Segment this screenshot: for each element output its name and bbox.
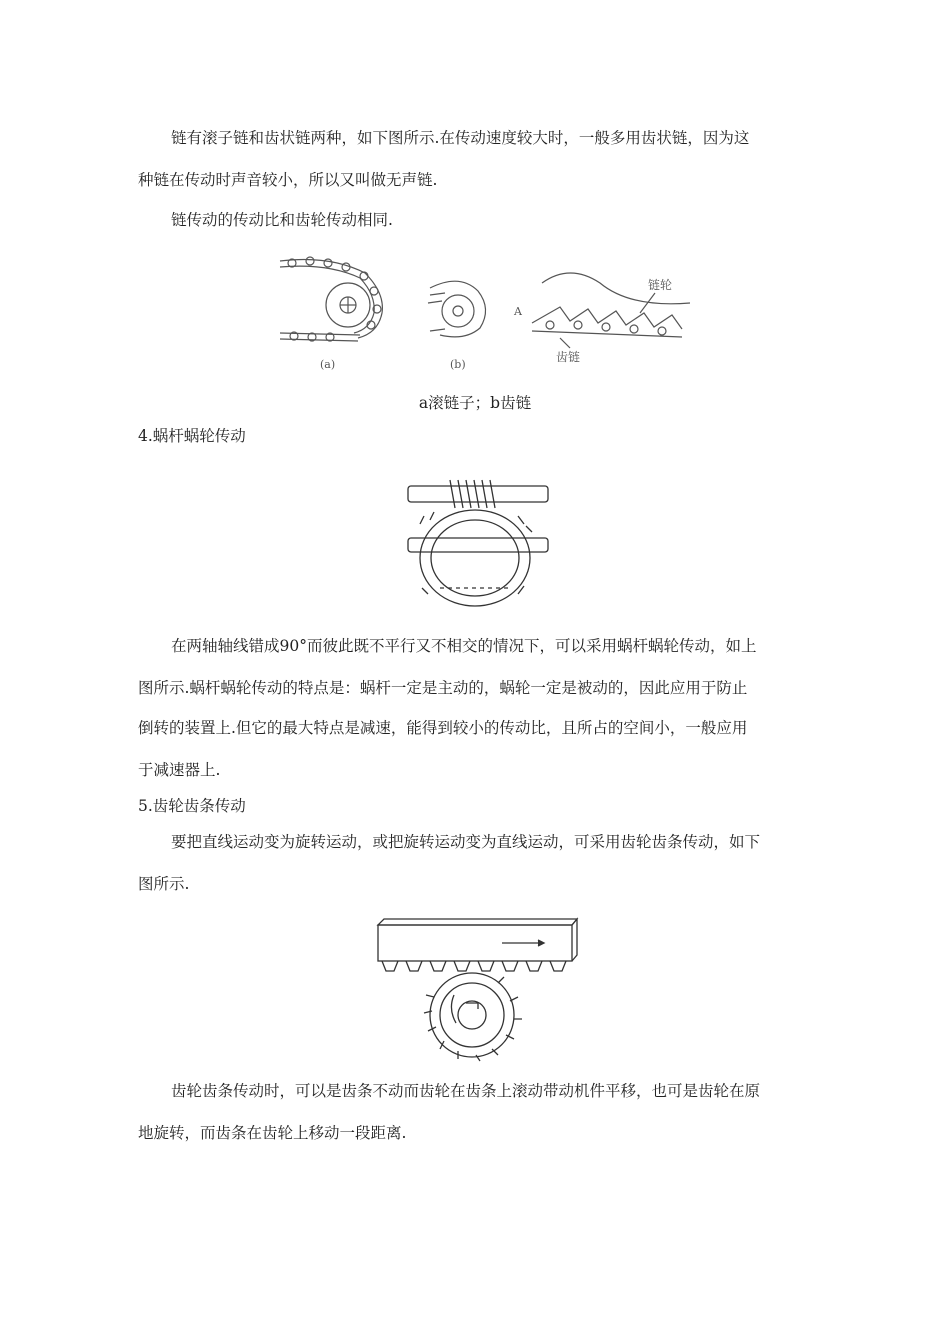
paragraph-3-line-1: 在两轴轴线错成90°而彼此既不平行又不相交的情况下，可以采用蜗杆蜗轮传动，如上 — [171, 637, 757, 655]
figure-label-A: A — [514, 305, 522, 318]
paragraph-3-line-4: 于减速器上. — [138, 761, 221, 779]
paragraph-1-line-1: 链有滚子链和齿状链两种，如下图所示.在传动速度较大时，一般多用齿状链，因为这 — [171, 129, 750, 147]
worm-gear-illustration — [400, 468, 560, 613]
paragraph-5-line-2: 地旋转，而齿条在齿轮上移动一段距离. — [138, 1124, 407, 1142]
figure-label-sprocket: 链轮 — [648, 278, 673, 292]
paragraph-3-line-2: 图所示.蜗杆蜗轮传动的特点是：蜗杆一定是主动的，蜗轮一定是被动的，因此应用于防止 — [138, 679, 748, 697]
figure-label-tooth-chain: 齿链 — [556, 350, 581, 364]
figure-label-a: (a) — [320, 358, 336, 371]
paragraph-2: 链传动的传动比和齿轮传动相同. — [171, 211, 393, 229]
section-4-title: 4.蜗杆蜗轮传动 — [138, 427, 246, 445]
rack-and-pinion-figure — [372, 915, 582, 1069]
chain-illustration — [270, 243, 690, 378]
paragraph-4-line-2: 图所示. — [138, 875, 190, 893]
paragraph-3-line-3: 倒转的装置上.但它的最大特点是减速，能得到较小的传动比，且所占的空间小，一般应用 — [138, 719, 748, 737]
figure-label-b: (b) — [450, 358, 466, 371]
section-5-title: 5.齿轮齿条传动 — [138, 797, 246, 815]
paragraph-1-line-2: 种链在传动时声音较小，所以又叫做无声链. — [138, 171, 438, 189]
worm-gear-figure — [400, 468, 560, 617]
paragraph-4-line-1: 要把直线运动变为旋转运动，或把旋转运动变为直线运动，可采用齿轮齿条传动，如下 — [171, 833, 761, 851]
chain-figure — [270, 243, 690, 382]
rack-and-pinion-illustration — [372, 915, 582, 1065]
figure-1-caption: a滚链子；b齿链 — [418, 394, 532, 412]
paragraph-5-line-1: 齿轮齿条传动时，可以是齿条不动而齿轮在齿条上滚动带动机件平移，也可是齿轮在原 — [171, 1082, 761, 1100]
